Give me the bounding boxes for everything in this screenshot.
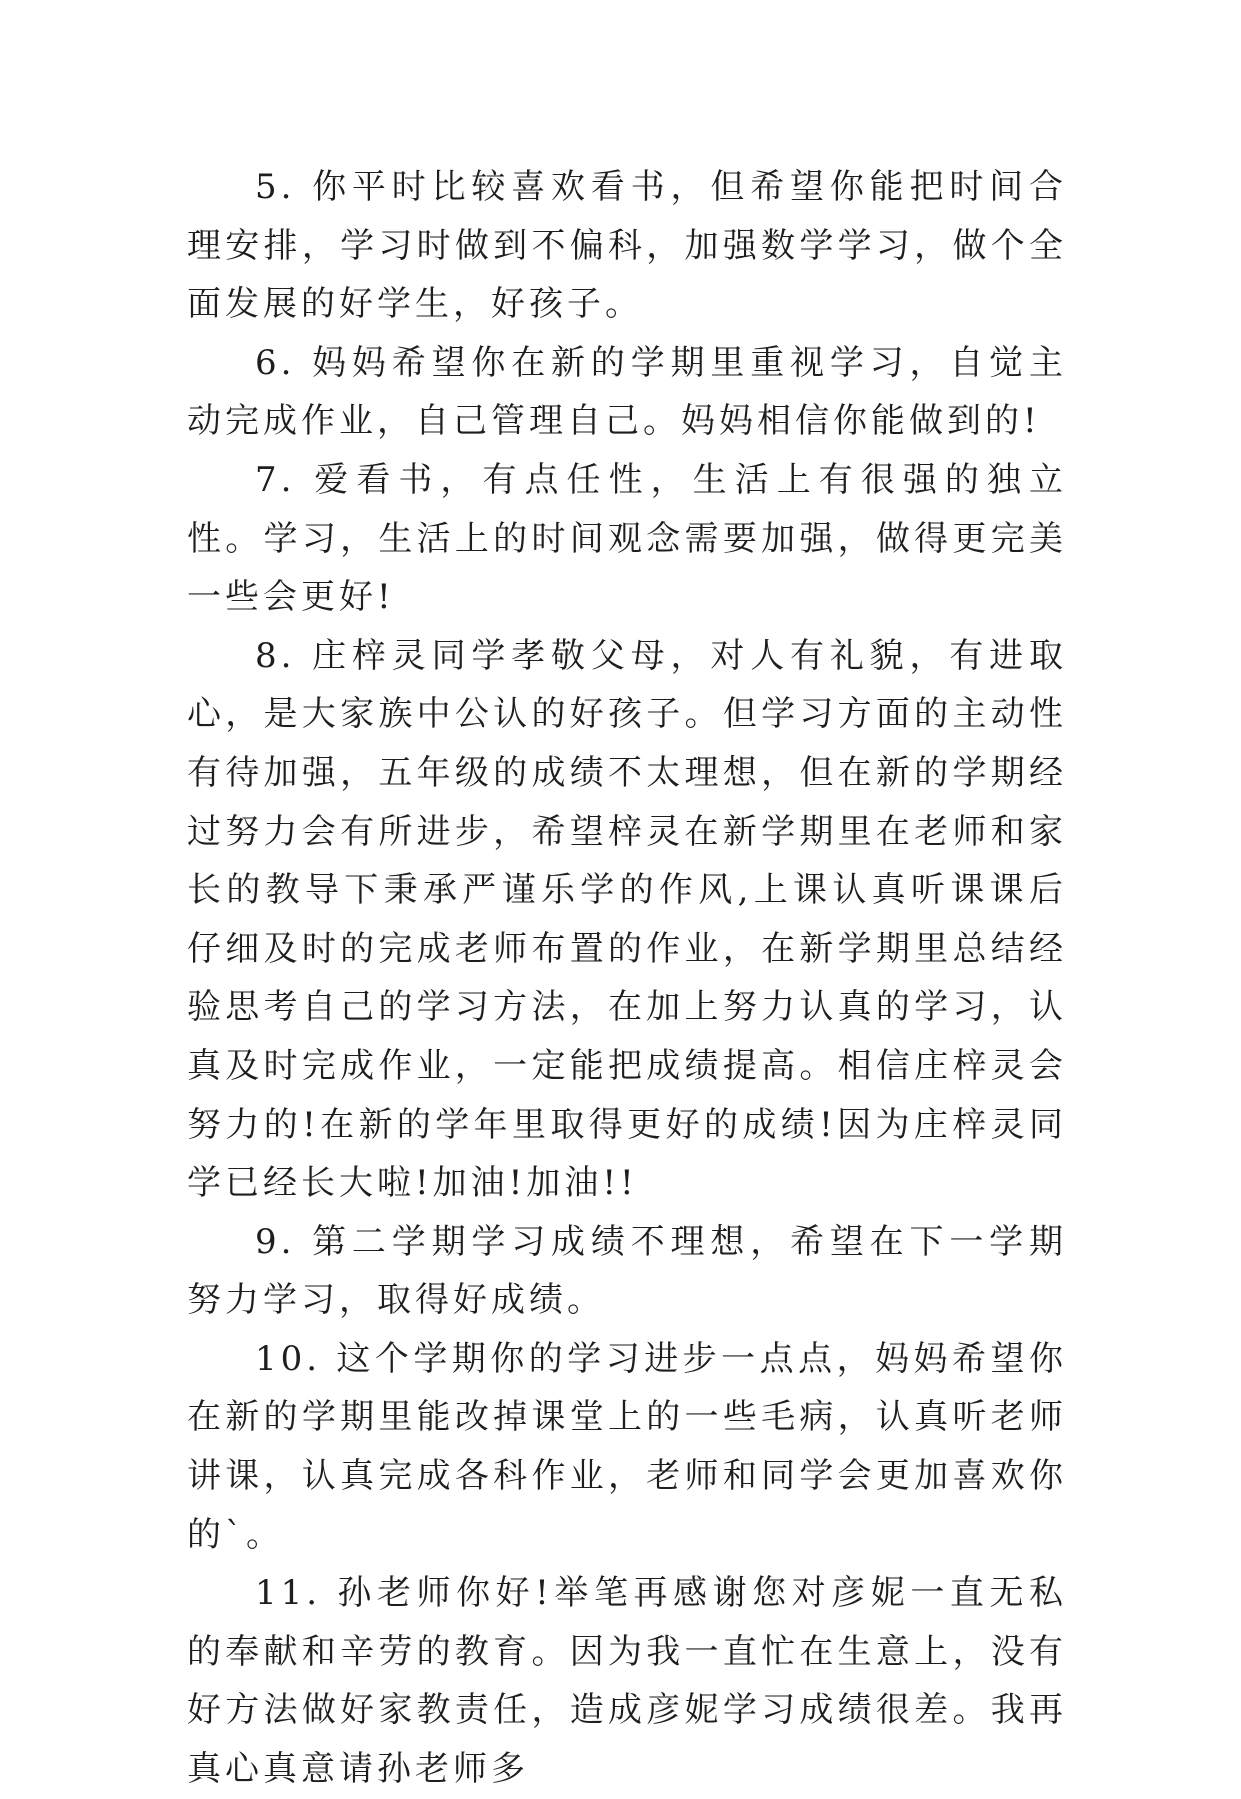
paragraph-11: 11. 孙老师你好!举笔再感谢您对彦妮一直无私的奉献和辛劳的教育。因为我一直忙在生意上，没有好方法做好家教责任，造成彦妮学习成绩很差。我再真心真意请孙老师多 — [187, 1573, 1067, 1790]
paragraph-5: 5. 你平时比较喜欢看书，但希望你能把时间合理安排，学习时做到不偏科，加强数学学习，做个全面发展的好学生，好孩子。 — [187, 167, 1067, 325]
paragraph-10: 10. 这个学期你的学习进步一点点，妈妈希望你在新的学期里能改掉课堂上的一些毛病，认真听老师讲课，认真完成各科作业，老师和同学会更加喜欢你的`。 — [187, 1338, 1067, 1555]
paragraph-8: 8. 庄梓灵同学孝敬父母，对人有礼貌，有进取心，是大家族中公认的好孩子。但学习方面的主动性有待加强，五年级的成绩不太理想，但在新的学期经过努力会有所进步，希望梓灵在新学期里在老师和家长的教导下秉承严谨乐学的作风,上课认真听课课后仔细及时的完成老师布置的作业，在新学期里总结经验思考自己的学习方法，在加上努力认真的学习，认真及时完成作业，一定能把成绩提高。相信庄梓灵会努力的!在新的学年里取得更好的成绩!因为庄梓灵同学已经长大啦!加油!加油!! — [187, 635, 1067, 1204]
document-body — [187, 158, 1067, 1799]
paragraph-9: 9. 第二学期学习成绩不理想，希望在下一学期努力学习，取得好成绩。 — [187, 1221, 1067, 1321]
paragraph-7: 7. 爱看书，有点任性，生活上有很强的独立性。学习，生活上的时间观念需要加强，做得更完美一些会更好! — [187, 459, 1067, 618]
paragraph-6: 6. 妈妈希望你在新的学期里重视学习，自觉主动完成作业，自己管理自己。妈妈相信你能做到的! — [187, 342, 1067, 442]
